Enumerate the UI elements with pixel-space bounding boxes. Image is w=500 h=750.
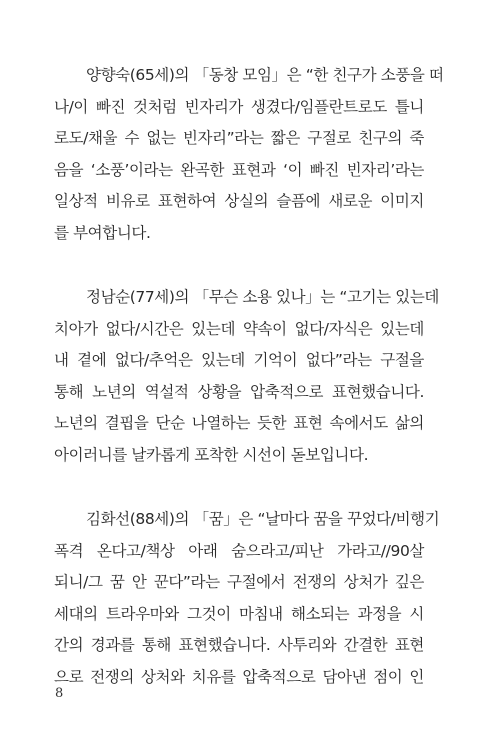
text-line: 폭격 온다고/책상 아래 숨으라고/피난 가라고//90살 (54, 541, 424, 560)
text-line: 일상적 비유로 표현하여 상실의 슬픔에 새로운 이미지 (54, 192, 424, 210)
text-line: 정남순(77세)의 「무슨 소용 있나」는 “고기는 있는데 (86, 288, 439, 306)
text-line: 아이러니를 날카롭게 포착한 시선이 돋보입니다. (54, 445, 369, 464)
text-line: 노년의 결핍을 단순 나열하는 듯한 표현 속에서도 삶의 (54, 414, 424, 432)
text-line: 내 곁에 없다/추억은 있는데 기억이 없다”라는 구절을 (54, 351, 424, 369)
text-line: 김화선(88세)의 「꿈」은 “날마다 꿈을 꾸었다/비행기 (86, 510, 440, 528)
text-line: 나/이 빠진 것처럼 빈자리가 생겼다/임플란트로도 틀니 (54, 97, 424, 116)
text-line: 세대의 트라우마와 그것이 마침내 해소되는 과정을 시 (54, 604, 424, 623)
paragraph-kim-hwaseon (54, 504, 440, 693)
paragraph-yang-hyangsuk (54, 60, 444, 249)
text-line: 치아가 없다/시간은 있는데 약속이 없다/자식은 있는데 (54, 319, 424, 338)
text-line: 으로 전쟁의 상처와 치유를 압축적으로 담아낸 점이 인 (54, 667, 424, 686)
page-number: 8 (55, 686, 64, 701)
text-line: 양향숙(65세)의 「동창 모임」은 “한 친구가 소풍을 떠 (86, 66, 444, 84)
text-line: 음을 ‘소풍’이라는 완곡한 표현과 ‘이 빠진 빈자리’라는 (54, 160, 424, 179)
text-line: 되니/그 꿈 안 꾼다”라는 구절에서 전쟁의 상처가 깊은 (54, 573, 424, 591)
text-line: 간의 경과를 통해 표현했습니다. 사투리와 간결한 표현 (54, 636, 424, 654)
text-line: 통해 노년의 역설적 상황을 압축적으로 표현했습니다. (54, 382, 424, 401)
text-line: 를 부여합니다. (54, 223, 151, 242)
body-text (54, 60, 444, 693)
paragraph-jeong-namsun (54, 282, 439, 471)
text-line: 로도/채울 수 없는 빈자리”라는 짧은 구절로 친구의 죽 (54, 129, 424, 147)
